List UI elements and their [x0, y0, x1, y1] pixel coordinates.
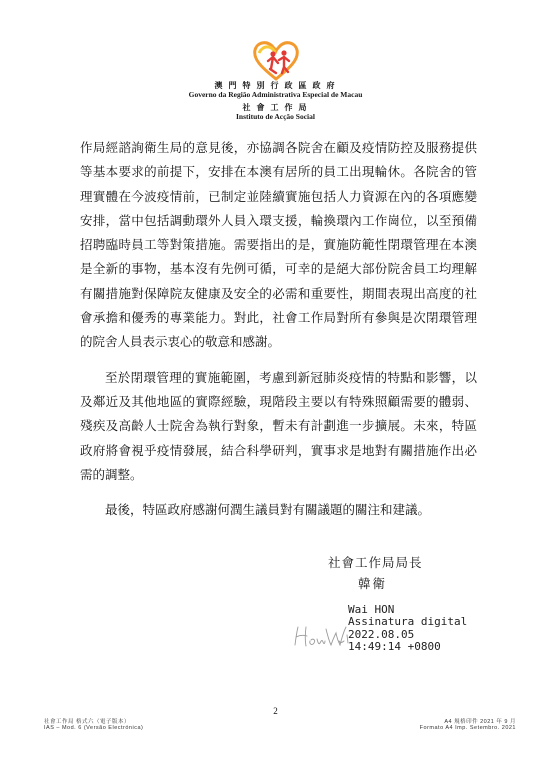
- header-ias-chinese: 社 會 工 作 局: [242, 103, 309, 112]
- paragraph-1: 作局經諮詢衛生局的意見後，亦協調各院舍在顧及疫情防控及服務提供等基本要求的前提下，安排在本澳有居所的員工出現輪休。各院舍的管理實體在今波疫情前，已制定並陸續實施包括人力資源在內的各項應變安排，當中包括調動環外人員入環支援，輪換環內工作崗位，以至預備招聘臨時員工等對策措施。需要指出的是，實施防範性閉環管理在本澳是全新的事物，基本沒有先例可循，可幸的是絕大部份院舍員工均理解有關措施對保障院友健康及安全的必需和重要性，期間表現出高度的社會承擔和優秀的專業能力。對此，社會工作局對所有參與是次閉環管理的院舍人員表示衷心的敬意和感謝。: [80, 140, 477, 350]
- paragraph-2: 至於閉環管理的實施範圍，考慮到新冠肺炎疫情的特點和影響，以及鄰近及其他地區的實際經驗，現階段主要以有特殊照顧需要的體弱、殘疾及高齡人士院舍為執行對象，暫未有計劃進一步擴展。未來，特區政府將會視乎疫情發展，結合科學研判，實事求是地對有關措施作出必需的調整。: [80, 369, 477, 482]
- signatory-name: 韓衛: [358, 576, 388, 591]
- footer-print-portuguese: Formato A4 Imp. Setembro. 2021: [419, 725, 516, 731]
- footer-form-portuguese: IAS – Mod. 6 (Versão Electrónica): [44, 725, 144, 731]
- header-ias-portuguese: Instituto de Acção Social: [236, 112, 315, 121]
- signatory-title: 社會工作局局長: [328, 555, 423, 570]
- footer-print-chinese: A4 規格印件 2021 年 9 月: [444, 719, 516, 725]
- digital-signature-block: [348, 604, 467, 653]
- header-gov-chinese: 澳 門 特 別 行 政 區 政 府: [214, 81, 337, 90]
- digital-signature-date: 2022.08.05: [348, 627, 415, 641]
- paragraph-3: 最後，特區政府感謝何潤生議員對有關議題的關注和建議。: [105, 502, 431, 518]
- handwritten-signature: [292, 621, 350, 651]
- digital-signature-time: 14:49:14 +0800: [348, 639, 441, 653]
- header-gov-portuguese: Governo da Região Administrativa Especial de Macau: [188, 90, 363, 99]
- footer-form-chinese: 社會工作局 格式六（電子版本）: [44, 719, 131, 725]
- digital-signature-label: Assinatura digital: [348, 615, 468, 629]
- page-number: 2: [273, 706, 278, 716]
- letter-body: [80, 136, 477, 522]
- digital-signature-name: Wai HON: [348, 603, 395, 616]
- ias-logo: [251, 39, 301, 81]
